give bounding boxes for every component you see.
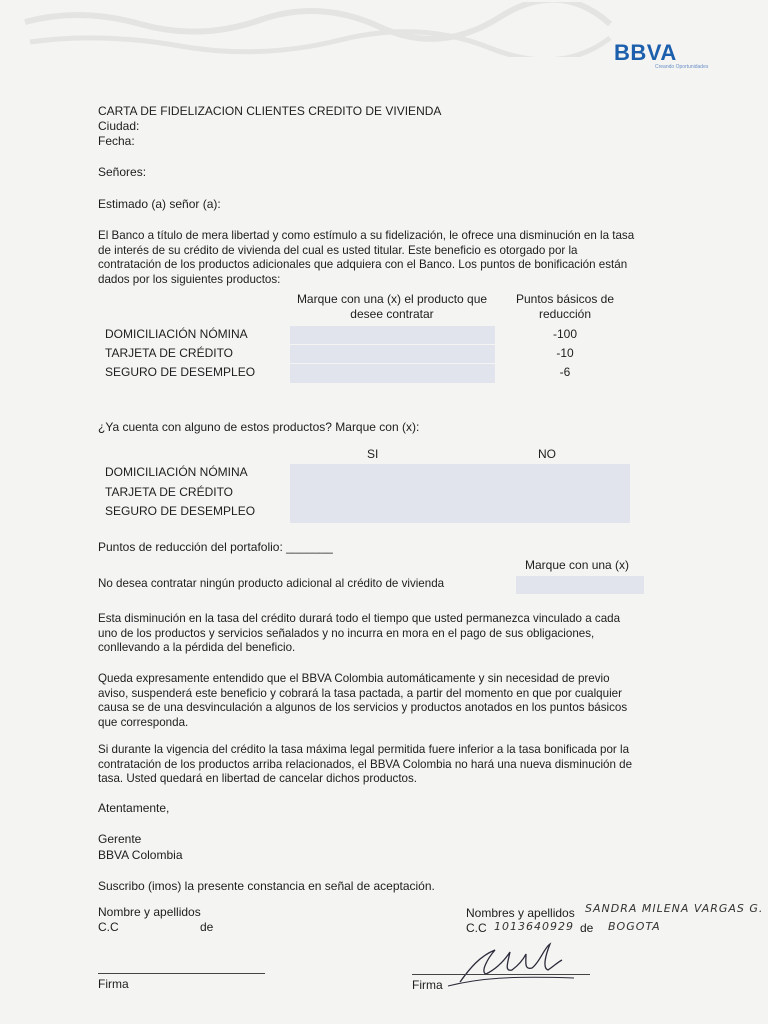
bbva-logo: BBVA [614, 40, 677, 65]
mark-field-seguro[interactable] [290, 364, 495, 383]
left-from-label: de [200, 920, 214, 934]
farewell: Atentamente, [98, 801, 170, 815]
signer-company: BBVA Colombia [98, 848, 183, 862]
greeting: Estimado (a) señor (a): [98, 197, 221, 211]
right-signature-label: Firma [412, 978, 443, 992]
no-product-mark-field[interactable] [516, 576, 644, 594]
points-column-header: Puntos básicos de reducción [515, 292, 615, 321]
portfolio-points-label: Puntos de reducción del portafolio: _______ [98, 540, 333, 554]
handwritten-signature [440, 938, 580, 990]
clause-legal-rate: Si durante la vigencia del crédito la tasa máxima legal permitida fuere inferior a la tasa bonificada por la contratación de los productos arriba relacionados, el BBVA Colombia no hará una nueva disminución de tasa. Usted quedará en libertad de cancelar dichos productos. [98, 743, 633, 786]
right-signature-line [412, 974, 590, 975]
left-name-label: Nombre y apellidos [98, 905, 201, 919]
right-from-label: de [580, 921, 594, 935]
clause-suspension: Queda expresamente entendido que el BBVA Colombia automáticamente y sin necesidad de previo aviso, suspenderá este beneficio y cobrará la tasa pactada, a partir del momento en que por cualquier causa se de una desvinculación a algunos de los servicios y productos anotados en los puntos básicos que corresponda. [98, 672, 628, 729]
product-name: SEGURO DE DESEMPLEO [105, 365, 256, 379]
letter-title: CARTA DE FIDELIZACION CLIENTES CREDITO DE VIVIENDA [98, 104, 442, 118]
existing-products-question: ¿Ya cuenta con alguno de estos productos? Marque con (x): [98, 420, 420, 434]
logo-tagline: Creando Oportunidades [655, 64, 709, 70]
existing-product-name: TARJETA DE CRÉDITO [105, 485, 234, 499]
yes-column-header: SI [367, 447, 379, 461]
mark-one-label: Marque con una (x) [525, 558, 630, 572]
acceptance-statement: Suscribo (imos) la presente constancia en señal de aceptación. [98, 879, 435, 893]
signer-role: Gerente [98, 832, 142, 846]
scan-bleed-through [20, 2, 620, 57]
handwritten-id-number: 1013640929 [494, 920, 574, 933]
mark-field-nomina[interactable] [290, 326, 495, 344]
right-name-label: Nombres y apellidos [466, 906, 575, 920]
points-value: -6 [559, 365, 571, 379]
mark-column-header: Marque con una (x) el producto que desee contratar [296, 292, 488, 321]
right-id-label: C.C [466, 921, 487, 935]
existing-product-name: DOMICILIACIÓN NÓMINA [105, 465, 248, 479]
product-name: TARJETA DE CRÉDITO [105, 346, 234, 360]
mark-field-tarjeta[interactable] [290, 345, 495, 363]
no-column-header: NO [538, 447, 556, 461]
left-id-label: C.C [98, 920, 119, 934]
clause-duration: Esta disminución en la tasa del crédito durará todo el tiempo que usted permanezca vinculado a cada uno de los productos y servicios señalados y no incurra en mora en el pago de sus obligaciones, conllevando a la pérdida del beneficio. [98, 612, 621, 655]
points-value: -10 [556, 346, 574, 360]
left-signature-line [98, 973, 265, 974]
no-product-label: No desea contratar ningún producto adicional al crédito de vivienda [98, 577, 445, 590]
salutation: Señores: [98, 165, 147, 179]
points-value: -100 [552, 327, 578, 341]
existing-product-name: SEGURO DE DESEMPLEO [105, 504, 256, 518]
city-label: Ciudad: [98, 119, 140, 133]
handwritten-city: BOGOTA [608, 920, 661, 933]
intro-paragraph: El Banco a título de mera libertad y como estímulo a su fidelización, le ofrece una disminución en la tasa de interés de su crédito de vivienda del cual es usted titular. Este beneficio es otorgado por la contratación de los productos adicionales que adquiera con el Banco. Los puntos de bonificación están dados por los siguientes productos: [98, 229, 635, 286]
handwritten-name: SANDRA MILENA VARGAS G. [585, 902, 764, 915]
left-signature-label: Firma [98, 977, 129, 991]
existing-products-mark-grid[interactable] [290, 464, 630, 523]
date-label: Fecha: [98, 134, 135, 148]
product-name: DOMICILIACIÓN NÓMINA [105, 327, 248, 341]
